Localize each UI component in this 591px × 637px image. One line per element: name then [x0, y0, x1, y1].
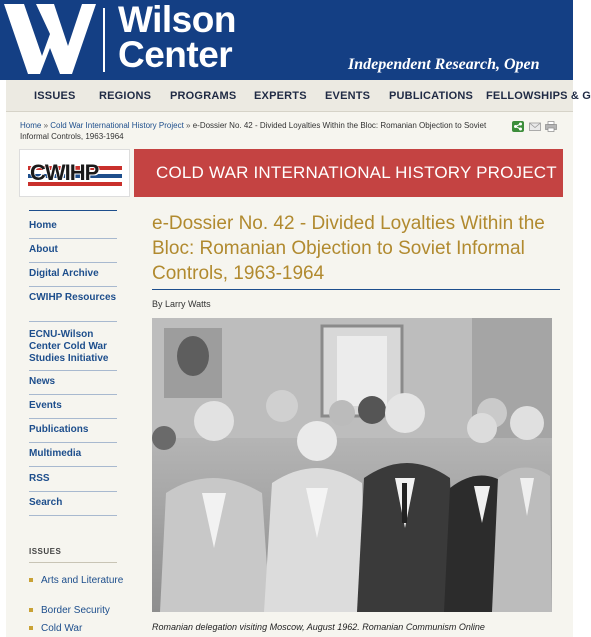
breadcrumb-home[interactable]: Home [20, 121, 42, 130]
issue-label: Border Security [41, 605, 110, 616]
nav-regions[interactable]: REGIONS [99, 90, 152, 102]
article-title: e-Dossier No. 42 - Divided Loyalties Within the Bloc: Romanian Objection to Soviet Informal Controls, 1963-1964 [152, 213, 545, 284]
sidebar-item-news[interactable]: News [29, 376, 56, 387]
breadcrumb-separator: » [186, 121, 191, 130]
article-photo[interactable] [152, 318, 552, 612]
sidebar-item-about[interactable]: About [29, 244, 58, 255]
issue-label: Cold War [41, 623, 83, 634]
sidebar-item-ecnu-wilson[interactable]: ECNU-Wilson Center Cold War Studies Initiative [29, 329, 109, 364]
share-icon[interactable] [512, 121, 524, 132]
sidebar-item-multimedia[interactable]: Multimedia [29, 448, 82, 459]
share-toolbar [512, 121, 562, 133]
nav-events[interactable]: EVENTS [325, 90, 371, 102]
sidebar-item-search[interactable]: Search [29, 497, 63, 508]
email-icon[interactable] [529, 121, 541, 132]
wilson-center-logo-icon[interactable] [2, 0, 98, 78]
sidebar-divider [29, 466, 117, 467]
sidebar-top-rule [29, 210, 117, 211]
main-content [6, 112, 573, 637]
sidebar-divider [29, 491, 117, 492]
sidebar-divider [29, 442, 117, 443]
sidebar-item-cwihp-resources[interactable]: CWIHP Resources [29, 292, 117, 303]
cwihp-logo-text: CWIHP [30, 160, 99, 185]
main-nav [6, 80, 591, 112]
issue-item-cold-war[interactable] [29, 622, 124, 635]
site-tagline: Independent Research, Open [348, 56, 540, 73]
sidebar-divider [29, 286, 117, 287]
site-logo-text[interactable] [118, 0, 236, 75]
nav-programs[interactable]: PROGRAMS [170, 90, 237, 102]
nav-publications[interactable]: PUBLICATIONS [389, 90, 474, 102]
cwihp-logo[interactable] [19, 149, 130, 197]
issue-item-border-security[interactable] [29, 604, 124, 617]
breadcrumb [20, 120, 500, 142]
sidebar-item-publications[interactable]: Publications [29, 424, 89, 435]
logo-line-2: Center [118, 34, 233, 75]
sidebar-divider [29, 262, 117, 263]
issues-heading: ISSUES [29, 547, 62, 556]
nav-issues[interactable]: ISSUES [34, 90, 76, 102]
nav-fellowships[interactable]: FELLOWSHIPS & G [486, 90, 591, 102]
title-divider [152, 289, 560, 290]
delegation-photo-image [152, 318, 552, 612]
sidebar-divider [29, 394, 117, 395]
nav-experts[interactable]: EXPERTS [254, 90, 307, 102]
sidebar-item-rss[interactable]: RSS [29, 473, 50, 484]
sidebar-item-digital-archive[interactable]: Digital Archive [29, 268, 99, 279]
issue-label: Arts and Literature [41, 575, 124, 586]
bullet-icon [29, 608, 33, 612]
breadcrumb-current: e-Dossier No. 42 - Divided Loyalties Within the Bloc: Romanian Objection to Soviet Informal Controls, 1963-1964 [20, 121, 487, 141]
print-icon[interactable] [545, 121, 557, 132]
issues-divider [29, 562, 117, 563]
sidebar-divider [29, 238, 117, 239]
sidebar-divider [29, 418, 117, 419]
sidebar-divider [29, 321, 117, 322]
photo-caption: Romanian delegation visiting Moscow, August 1962. Romanian Communism Online [152, 622, 485, 632]
bullet-icon [29, 578, 33, 582]
sidebar-divider [29, 370, 117, 371]
sidebar-item-events[interactable]: Events [29, 400, 62, 411]
bullet-icon [29, 626, 33, 630]
logo-line-1: Wilson [118, 0, 236, 40]
sidebar-item-home[interactable]: Home [29, 220, 57, 231]
article-byline: By Larry Watts [152, 299, 211, 309]
breadcrumb-project[interactable]: Cold War International History Project [50, 121, 184, 130]
project-banner: COLD WAR INTERNATIONAL HISTORY PROJECT [134, 149, 563, 197]
site-header [0, 0, 573, 80]
sidebar-divider [29, 515, 117, 516]
issue-item-arts-literature[interactable] [29, 574, 124, 587]
breadcrumb-separator: » [43, 121, 49, 130]
logo-divider [103, 8, 105, 72]
